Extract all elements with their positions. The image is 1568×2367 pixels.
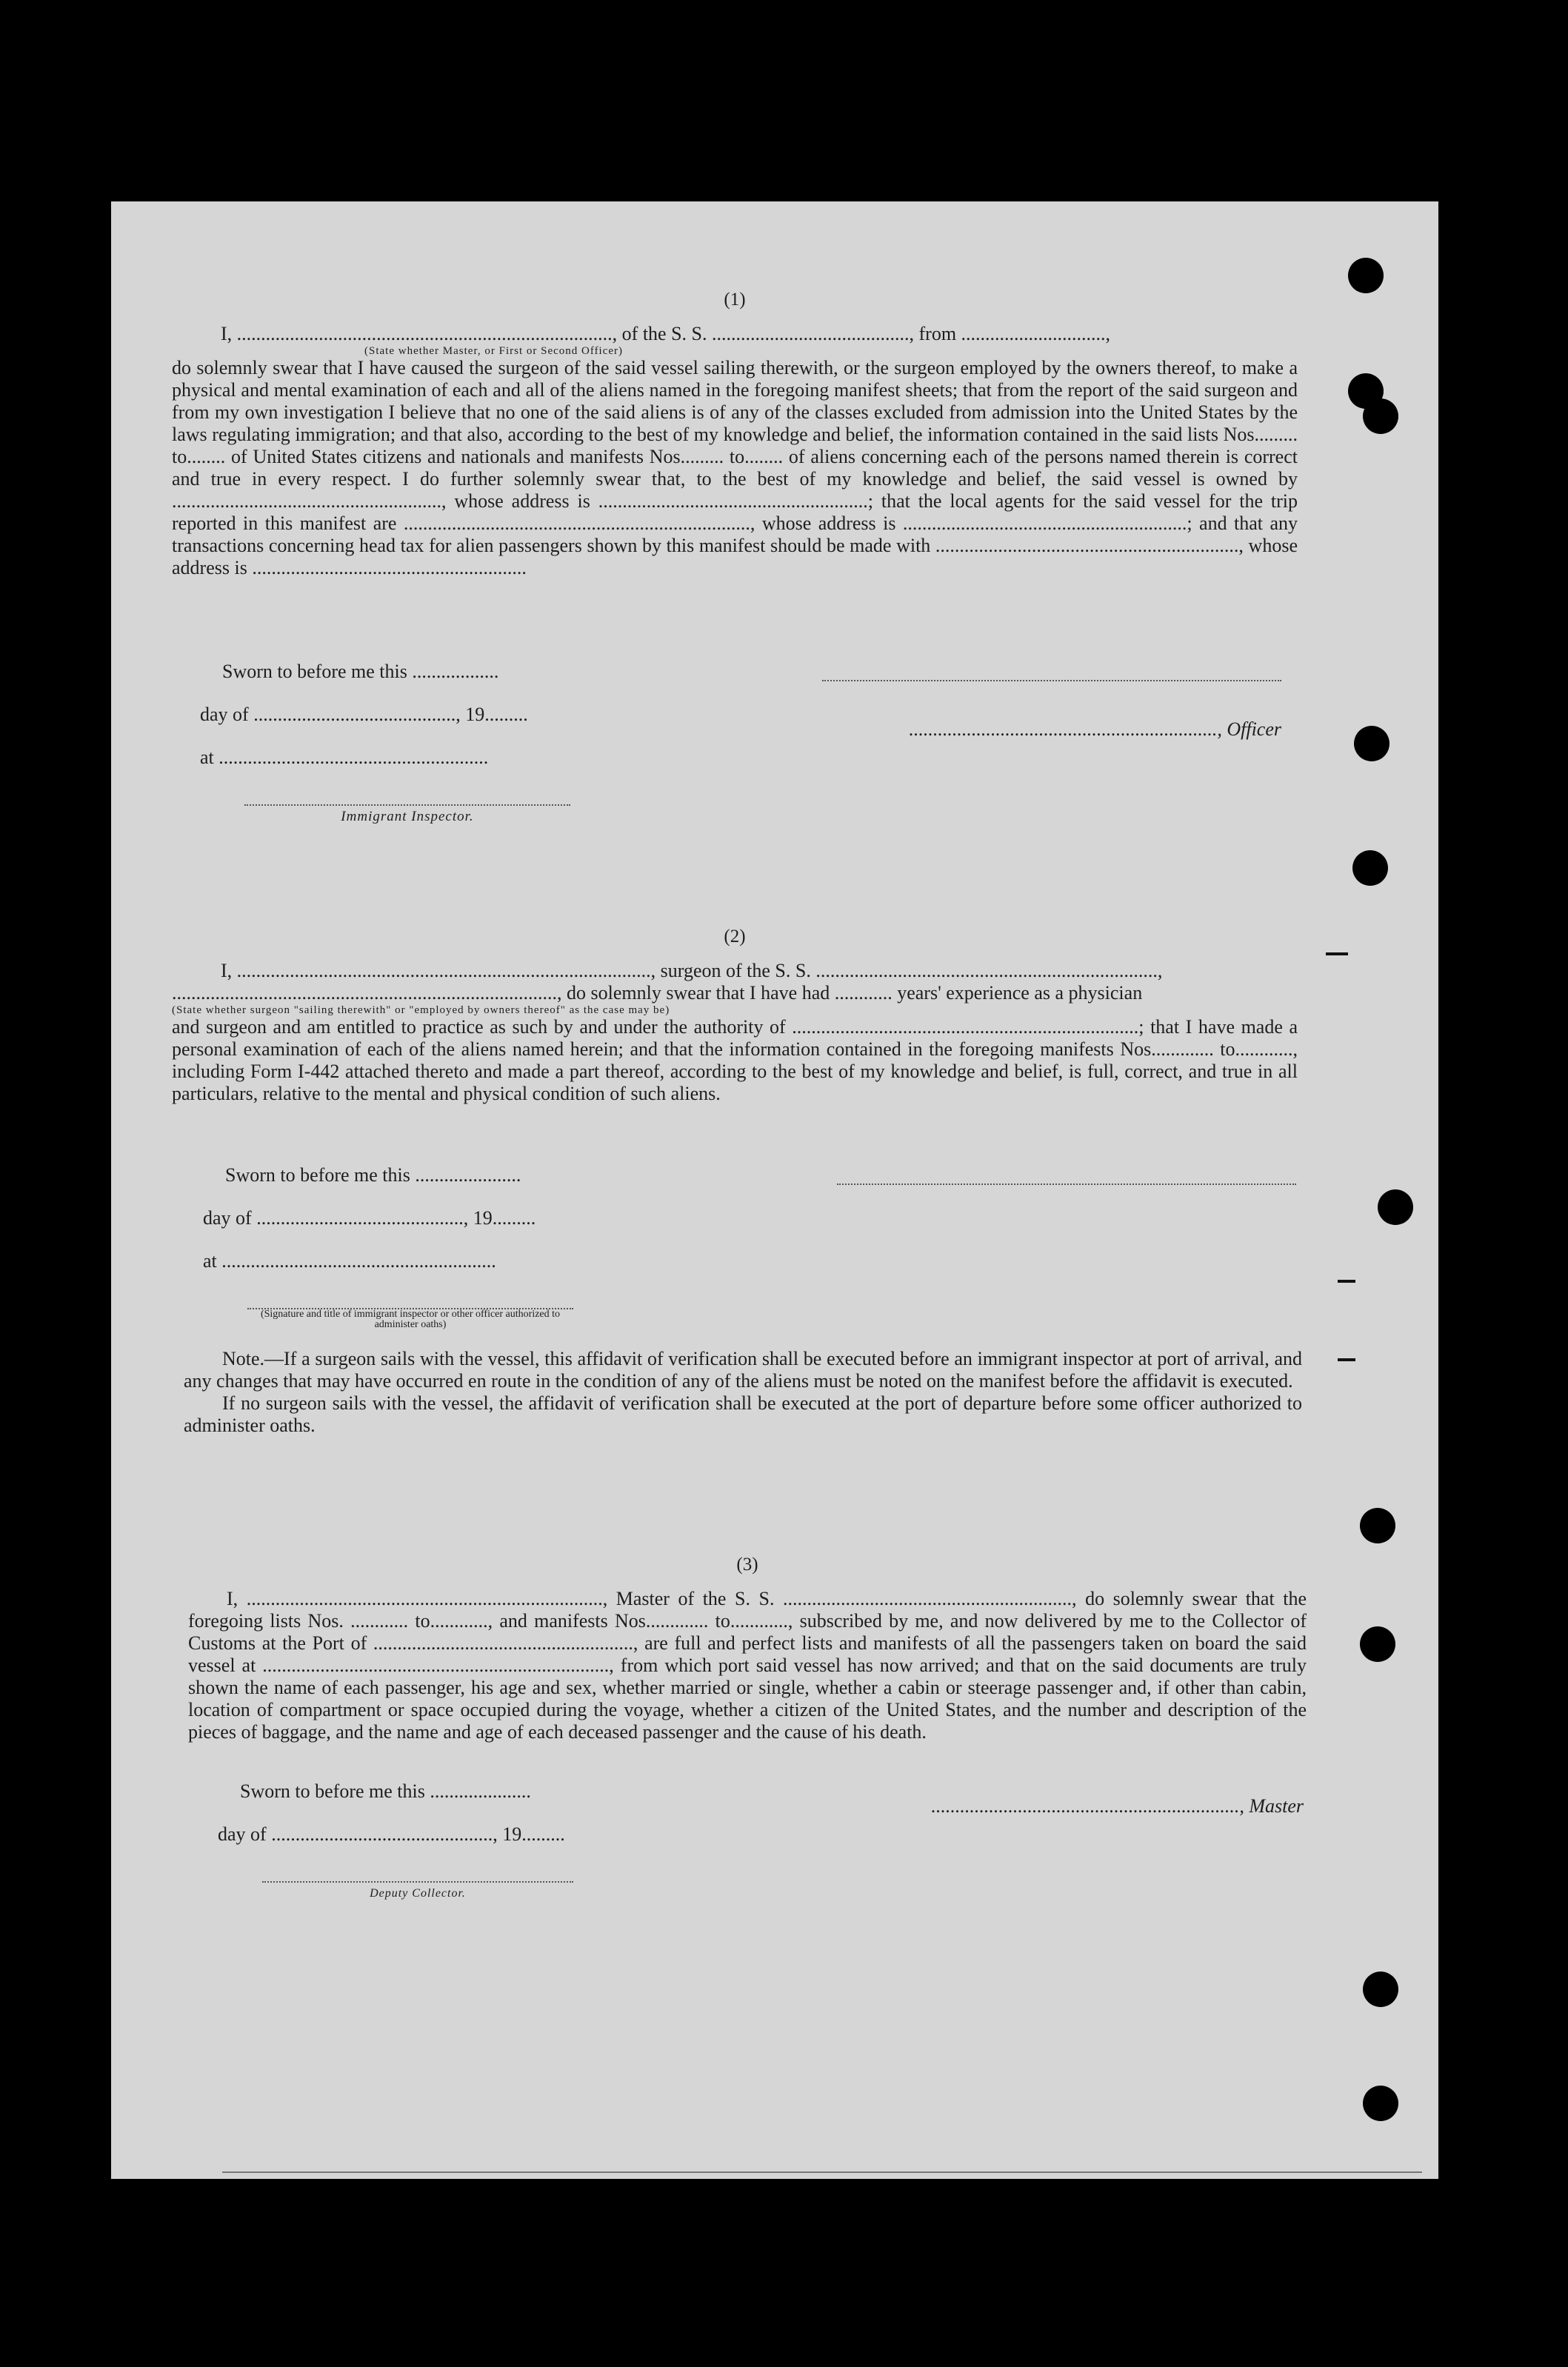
section-1-oath-line: I, .............................................................................., of the S. S. ........................................., from .............................., xyxy=(221,323,1111,344)
section-1-inspector-signature-line xyxy=(244,789,570,806)
margin-mark xyxy=(1326,952,1348,955)
section-3-collector-caption: Deputy Collector. xyxy=(370,1887,466,1900)
section-1-number: (1) xyxy=(724,290,746,310)
punch-hole xyxy=(1360,1626,1395,1662)
section-1-sworn: Sworn to before me this .................. xyxy=(222,661,499,682)
punch-hole xyxy=(1363,2086,1398,2121)
punch-hole xyxy=(1360,1508,1395,1543)
punch-hole xyxy=(1354,726,1389,761)
section-1-day: day of .........................................., 19......... xyxy=(200,704,528,725)
section-1-body: do solemnly swear that I have caused the surgeon of the said vessel sailing therewith, or the surgeon employed by the owners thereof, to make a physical and mental examination of each and all of the aliens named in the foregoing manifest sheets; that from the report of the said surgeon and from my own investigation I believe that no one of the said aliens is of any of the classes excluded from admission into the United States by the laws regulating immigration; and that also, according to the best of my knowledge and belief, the information contained in the said lists Nos......... to........ of United States citizens and nationals and manifests Nos......... to........ of aliens concerning each of the persons named therein is correct and true in every respect. I do further solemnly swear that, to the best of my knowledge and belief, the said vessel is owned by ........................................................, whose address is ........................................................; that the local agents for the said vessel for the trip reported in this manifest are ........................................................................, whose address is ...........................................................; and that any transactions concerning head tax for alien passengers shown by this manifest should be made with ..............................................................., whose address is ......................................................... xyxy=(172,357,1298,578)
section-2-number: (2) xyxy=(724,927,746,947)
section-1-jurat xyxy=(200,661,615,828)
section-3-collector-signature-line xyxy=(262,1866,573,1883)
punch-hole xyxy=(1363,1972,1398,2007)
punch-hole xyxy=(1363,398,1398,434)
section-2-notes xyxy=(184,1348,1302,1437)
margin-mark xyxy=(1338,1358,1355,1361)
section-3 xyxy=(188,1554,1307,1743)
section-1-at: at ........................................................ xyxy=(200,747,489,768)
section-2-signature-caption: (Signature and title of immigrant inspector or other officer authorized to administer oaths) xyxy=(260,1309,561,1330)
section-1-officer-block xyxy=(822,661,1296,741)
punch-hole xyxy=(1378,1189,1413,1225)
section-3-master: ................................................................, Master xyxy=(931,1795,1304,1817)
section-1-inspector-caption: Immigrant Inspector. xyxy=(341,809,474,824)
section-2-note-1: Note.—If a surgeon sails with the vessel, this affidavit of verification shall be executed before an immigrant inspector at port of arrival, and any changes that may have occurred en route in the condition of any of the aliens must be noted on the manifest before the affidavit is executed. xyxy=(184,1348,1302,1392)
section-2 xyxy=(172,926,1298,1105)
section-2-signature-line xyxy=(247,1293,573,1309)
section-3-number: (3) xyxy=(736,1555,758,1575)
manifest-page xyxy=(111,201,1438,2179)
bottom-rule xyxy=(222,2171,1422,2173)
section-1 xyxy=(172,289,1298,579)
punch-hole xyxy=(1352,850,1388,886)
section-2-physician-signature-line xyxy=(837,1164,1296,1185)
margin-mark xyxy=(1338,1280,1355,1283)
section-2-day: day of ..........................................., 19......... xyxy=(203,1207,536,1229)
section-2-body: and surgeon and am entitled to practice as such by and under the authority of ........................................................................; that I have made a personal examination of each of the aliens named herein; and that the information contained in the foregoing manifests Nos............. to............, including Form I-442 attached thereto and made a part thereof, according to the best of my knowledge and belief, is full, correct, and true in all particulars, relative to the mental and physical condition of such aliens. xyxy=(172,1016,1298,1104)
section-3-body: I, .........................................................................., Master of the S. S. ............................................................, do solemnly swear that the foregoing lists Nos. ............ to............, and manifests Nos............. to............, subscribed by me, and now delivered by me to the Collector of Customs at the Port of ......................................................, are full and perfect lists and manifests of all the passengers taken on board the said vessel at ........................................................................, from which port said vessel has now arrived; and that on the said documents are truly shown the name of each passenger, his age and sex, whether married or single, whether a cabin or steerage passenger and, if other than cabin, location of compartment or space occupied during the voyage, whether a citizen of the United States, and the number and description of the pieces of baggage, and the name and age of each deceased passenger and the cause of his death. xyxy=(188,1588,1307,1743)
section-3-jurat xyxy=(218,1780,633,1905)
section-1-caption: (State whether Master, or First or Second Officer) xyxy=(364,345,624,357)
section-1-officer-signature-line xyxy=(822,661,1281,681)
section-2-note-2: If no surgeon sails with the vessel, the affidavit of verification shall be executed at the port of departure before some officer authorized to administer oaths. xyxy=(184,1392,1302,1436)
section-2-at: at ......................................................... xyxy=(203,1250,496,1272)
section-3-day: day of .............................................., 19......... xyxy=(218,1823,565,1845)
section-3-sworn: Sworn to before me this ..................... xyxy=(240,1780,531,1802)
section-2-jurat xyxy=(203,1164,618,1330)
section-2-sworn: Sworn to before me this ...................... xyxy=(225,1164,521,1186)
section-2-line-1: I, ......................................................................................, surgeon of the S. S. ......................................................................., xyxy=(221,960,1163,981)
punch-hole xyxy=(1348,258,1384,293)
section-2-caption: (State whether surgeon "sailing therewith" or "employed by owners thereof" as the case may be) xyxy=(172,1004,670,1016)
section-2-line-2: ................................................................................, do solemnly swear that I have had ............ years' experience as a physician xyxy=(172,982,1143,1004)
section-1-officer: ................................................................, Officer xyxy=(909,718,1281,740)
